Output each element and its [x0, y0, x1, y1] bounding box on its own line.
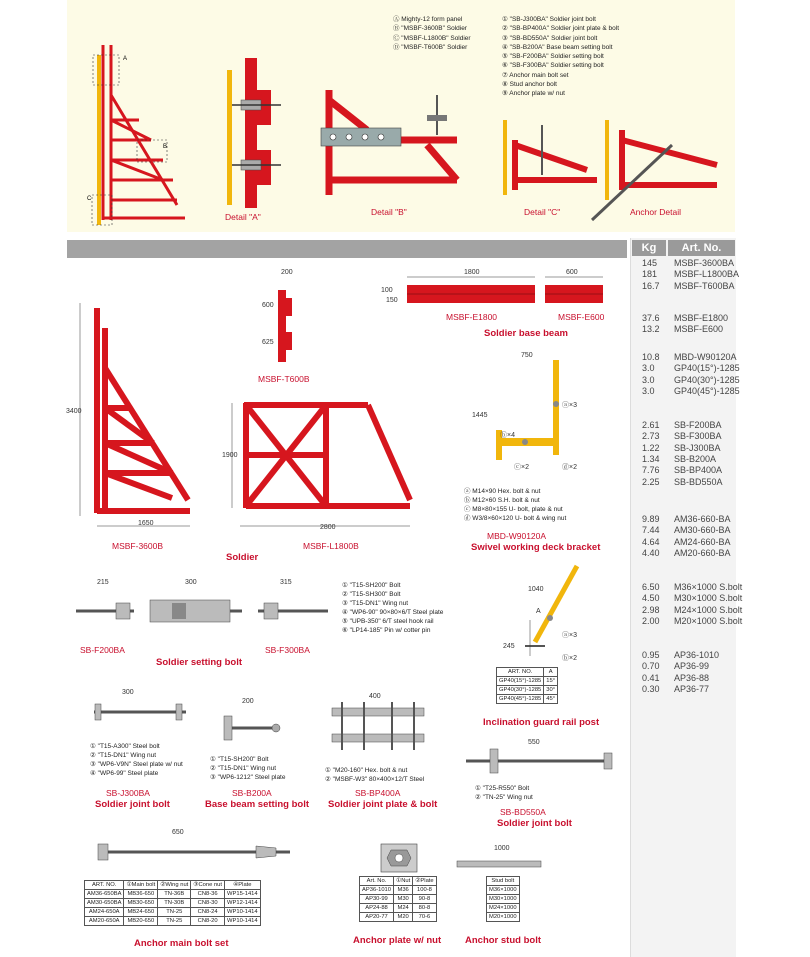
- b200-dim: 200: [242, 698, 254, 705]
- table-cell: 100-8: [413, 886, 436, 895]
- table-header: [360, 877, 437, 886]
- art-header: Art. No.: [668, 240, 735, 256]
- legend-item: Ⓐ Mighty-12 form panel: [393, 16, 463, 23]
- note-item: ⓑ M12×60 S.H. bolt & nut: [464, 497, 540, 504]
- legend-item: ⑦ Anchor main bolt set: [502, 71, 569, 79]
- b200-notes: [210, 755, 285, 782]
- table-cell: M36: [394, 886, 413, 895]
- bracket-notes: [464, 487, 566, 523]
- spec-kg: 3.0: [642, 374, 655, 385]
- table-cell: M36×1000: [487, 886, 520, 895]
- spec-art-no: AM30-660-BA: [674, 525, 731, 536]
- table-header-cell: ④Plate: [225, 881, 261, 890]
- note-item: ① "T15-SH200" Bolt: [210, 756, 269, 763]
- spec-kg: 2.00: [642, 615, 660, 626]
- table-row: [85, 899, 261, 908]
- spec-kg: 2.98: [642, 604, 660, 615]
- detail-drawings: [67, 0, 735, 232]
- table-header-cell: ①Main bolt: [124, 881, 158, 890]
- dim-245: 245: [503, 643, 515, 650]
- stud-drawing: [455, 855, 545, 875]
- bracket-title: Swivel working deck bracket: [471, 542, 601, 553]
- anchor-main-title: Anchor main bolt set: [134, 938, 229, 949]
- table-cell: TN-36B: [158, 890, 191, 899]
- f200-label: SB-F200BA: [80, 645, 125, 655]
- header-bar: [67, 240, 627, 258]
- table-cell: AM30-650BA: [85, 899, 124, 908]
- table-header-cell: Art. No.: [360, 877, 394, 886]
- stud-table: [486, 876, 520, 922]
- note-item: ② "T15-SH300" Bolt: [342, 591, 401, 598]
- note-item: ③ "T15-DN1" Wing nut: [342, 600, 409, 607]
- table-cell: 45°: [544, 695, 558, 704]
- table-cell: M30×1000: [487, 895, 520, 904]
- table-cell: MB20-650: [124, 917, 158, 926]
- table-cell: AM24-650A: [85, 908, 124, 917]
- table-header-cell: ③Cone nut: [191, 881, 225, 890]
- table-cell: TN-25: [158, 908, 191, 917]
- note-item: ② "T15-DN1" Wing nut: [90, 752, 157, 759]
- table-cell: M30: [394, 895, 413, 904]
- base-beam-title: Soldier base beam: [484, 328, 568, 339]
- legend-item: Ⓓ "MSBF-T600B" Soldier: [393, 43, 468, 51]
- spec-kg: 3.0: [642, 363, 655, 374]
- table-row: [497, 686, 558, 695]
- table-cell: AP24-88: [360, 904, 394, 913]
- spec-art-no: SB-BP400A: [674, 465, 723, 476]
- dim-200: 200: [281, 269, 293, 276]
- spec-kg: 7.44: [642, 525, 660, 536]
- spec-art-no: AM20-660-BA: [674, 547, 731, 558]
- note-item: ④ "WP6-99" Steel plate: [90, 770, 159, 777]
- table-cell: CN8-36: [191, 890, 225, 899]
- spec-kg: 6.50: [642, 582, 660, 592]
- anchor-plate-title: Anchor plate w/ nut: [353, 935, 442, 946]
- spec-kg: 181: [642, 269, 658, 280]
- spec-kg: 0.95: [642, 650, 660, 660]
- f300-label: SB-F300BA: [265, 645, 310, 655]
- legend-item: ⑥ "SB-F300BA" Soldier setting bolt: [502, 62, 604, 70]
- spec-art-no: MSBF-T600BA: [674, 280, 735, 291]
- note-item: ② "T15-DN1" Wing nut: [210, 765, 277, 772]
- e600-label: MSBF-E600: [558, 312, 605, 322]
- dim-600: 600: [262, 302, 274, 309]
- table-row: [360, 913, 437, 922]
- dim-2800: 2800: [320, 524, 336, 531]
- base-beam-drawing: [395, 275, 615, 315]
- table-cell: 90-8: [413, 895, 436, 904]
- guard-drawing: [495, 560, 605, 670]
- note-item: ③ "WP6-1212" Steel plate: [210, 774, 286, 781]
- guard-table: [496, 667, 558, 704]
- table-row: [487, 886, 520, 895]
- spec-art-no: GP40(15°)-1285: [674, 363, 740, 374]
- dim-1445: 1445: [472, 412, 488, 419]
- table-cell: MB36-650: [124, 890, 158, 899]
- table-header-cell: ①Nut: [394, 877, 413, 886]
- bracket-drawing: [480, 350, 590, 480]
- legend-item: ④ "SB-B200A" Base beam setting bolt: [502, 43, 613, 51]
- legend-item: ⑨ Anchor plate w/ nut: [502, 90, 565, 98]
- dim-1650: 1650: [138, 520, 154, 527]
- e1800-label: MSBF-E1800: [446, 312, 498, 322]
- table-cell: M24×1000: [487, 904, 520, 913]
- spec-art-no: MSBF-E1800: [674, 313, 729, 323]
- spec-art-no: M30×1000 S.bolt: [674, 593, 743, 604]
- anchor-main-dim: 650: [172, 829, 184, 836]
- detail-letter-b: B: [163, 144, 168, 150]
- spec-kg: 4.40: [642, 547, 660, 558]
- table-header-cell: A: [544, 668, 558, 677]
- dim-150: 150: [386, 297, 398, 304]
- anchor-plate-table: [359, 876, 437, 922]
- detail-letter-a: A: [123, 56, 128, 62]
- table-header-cell: ②Plate: [413, 877, 436, 886]
- table-cell: MB30-650: [124, 899, 158, 908]
- detail-a-label: Detail "A": [225, 212, 261, 222]
- spec-art-no: SB-BD550A: [674, 476, 723, 487]
- spec-art-no: SB-F300BA: [674, 431, 722, 442]
- spec-art-no: M36×1000 S.bolt: [674, 582, 743, 592]
- anchor-detail-label: Anchor Detail: [630, 207, 682, 217]
- spec-kg: 4.50: [642, 593, 660, 604]
- spec-kg: 0.30: [642, 683, 660, 694]
- note-item: ⓓ W3/8×60×120 U- bolt & wing nut: [464, 515, 567, 522]
- table-cell: AM20-650A: [85, 917, 124, 926]
- table-cell: GP40(15°)-1285: [497, 677, 544, 686]
- note-item: ① "M20-160" Hex. bolt & nut: [325, 767, 408, 774]
- table-cell: CN8-24: [191, 908, 225, 917]
- spec-kg: 37.6: [642, 313, 660, 323]
- spec-art-no: SB-B200A: [674, 453, 717, 464]
- dim-1800: 1800: [464, 269, 480, 276]
- note-item: ⑤ "UPB-350" 6/T steel hook rail: [342, 618, 434, 625]
- spec-art-no: MSBF-3600BA: [674, 258, 735, 268]
- b200-label: SB-B200A: [232, 788, 272, 798]
- note-item: ① "T25-R550" Bolt: [475, 785, 530, 792]
- spec-kg: 0.41: [642, 672, 660, 683]
- j300-dim: 300: [122, 689, 134, 696]
- bd550-title: Soldier joint bolt: [497, 818, 572, 829]
- bd550-notes: [475, 784, 533, 802]
- note-item: ② "TN-25" Wing nut: [475, 794, 533, 801]
- table-cell: M20×1000: [487, 913, 520, 922]
- table-cell: GP40(45°)-1285: [497, 695, 544, 704]
- legend-item: Ⓒ "MSBF-L1800B" Soldier: [393, 34, 471, 42]
- table-cell: WP10-1414: [225, 908, 261, 917]
- setting-bolt-drawing: [68, 585, 348, 645]
- bd550-drawing: [462, 745, 622, 785]
- b200-title: Base beam setting bolt: [205, 799, 309, 810]
- dim-625: 625: [262, 339, 274, 346]
- table-cell: MB24-650: [124, 908, 158, 917]
- spec-art-no: AM36-660-BA: [674, 514, 731, 524]
- l1800-label: MSBF-L1800B: [303, 541, 359, 551]
- j300-notes: [90, 742, 183, 778]
- note-item: ③ "WP6-V9N" Steel plate w/ nut: [90, 761, 183, 768]
- table-cell: AM36-650BA: [85, 890, 124, 899]
- bp400-label: SB-BP400A: [355, 788, 401, 798]
- j300-drawing: [90, 700, 190, 740]
- guard-title: Inclination guard rail post: [483, 717, 600, 728]
- spec-art-no: M24×1000 S.bolt: [674, 604, 743, 615]
- note-item: ② "MSBF-W3" 80×400×12/T Steel: [325, 776, 425, 783]
- spec-art-no: AP36-88: [674, 672, 710, 683]
- note-item: ① "T15-A300" Steel bolt: [90, 743, 160, 750]
- legend-item: ③ "SB-BD550A" Soldier joint bolt: [502, 34, 598, 42]
- spec-art-no: GP40(30°)-1285: [674, 374, 740, 385]
- table-row: [360, 886, 437, 895]
- guard-callout-b: ⓑ×2: [562, 655, 577, 662]
- spec-kg: 10.8: [642, 352, 660, 362]
- spec-kg: 9.89: [642, 514, 660, 524]
- j300-title: Soldier joint bolt: [95, 799, 170, 810]
- table-cell: WP10-1414: [225, 917, 261, 926]
- detail-letter-c: C: [87, 196, 92, 202]
- spec-art-no: AP36-99: [674, 661, 710, 672]
- bd550-dim: 550: [528, 739, 540, 746]
- setting-title: Soldier setting bolt: [156, 657, 243, 668]
- bd550-label: SB-BD550A: [500, 807, 546, 817]
- bracket-label: MBD-W90120A: [487, 531, 547, 541]
- legend-item: Ⓑ "MSBF-3600B" Soldier: [393, 25, 467, 33]
- spec-art-no: SB-F200BA: [674, 420, 722, 430]
- spec-art-no: AM24-660-BA: [674, 536, 731, 547]
- spec-art-no: MBD-W90120A: [674, 352, 737, 362]
- anchor-main-table: [84, 880, 261, 926]
- dim-215: 215: [97, 579, 109, 586]
- table-cell: M24: [394, 904, 413, 913]
- table-row: [497, 695, 558, 704]
- table-cell: M20: [394, 913, 413, 922]
- dim-600b: 600: [566, 269, 578, 276]
- table-row: [487, 895, 520, 904]
- spec-kg: 16.7: [642, 280, 660, 291]
- legend-item: ⑤ "SB-F200BA" Soldier setting bolt: [502, 53, 604, 61]
- b200-drawing: [210, 710, 290, 750]
- guard-angle: A: [536, 608, 541, 615]
- soldier-drawings: [60, 268, 440, 568]
- table-cell: WP15-1414: [225, 890, 261, 899]
- table-row: [85, 908, 261, 917]
- spec-kg: 2.25: [642, 476, 660, 487]
- spec-kg: 13.2: [642, 324, 660, 335]
- bp400-title: Soldier joint plate & bolt: [328, 799, 438, 810]
- table-row: [487, 904, 520, 913]
- table-row: [360, 895, 437, 904]
- stud-title: Anchor stud bolt: [465, 935, 541, 946]
- spec-art-no: MSBF-E600: [674, 324, 724, 335]
- table-row: [85, 917, 261, 926]
- table-header-cell: ART. NO.: [85, 881, 124, 890]
- spec-art-no: AP36-77: [674, 683, 710, 694]
- spec-kg: 145: [642, 258, 658, 268]
- detail-c-label: Detail "C": [524, 207, 561, 217]
- table-row: [85, 890, 261, 899]
- bp400-notes: [325, 766, 424, 784]
- table-header: [487, 877, 520, 886]
- note-item: ① "T15-SH200" Bolt: [342, 582, 401, 589]
- table-header-cell: Stud bolt: [487, 877, 520, 886]
- spec-kg: 0.70: [642, 661, 660, 672]
- spec-kg: 2.73: [642, 431, 660, 442]
- table-cell: 30°: [544, 686, 558, 695]
- spec-kg: 1.34: [642, 453, 660, 464]
- spec-art-no: MSBF-L1800BA: [674, 269, 740, 280]
- spec-art-no: GP40(45°)-1285: [674, 385, 740, 396]
- table-row: [497, 677, 558, 686]
- spec-kg: 4.64: [642, 536, 660, 547]
- table-cell: 15°: [544, 677, 558, 686]
- table-header: [85, 881, 261, 890]
- table-cell: AP20-77: [360, 913, 394, 922]
- bracket-callout-b: ⓑ×4: [500, 432, 515, 439]
- dim-1040: 1040: [528, 586, 544, 593]
- table-header-cell: ②Wing nut: [158, 881, 191, 890]
- bp400-dim: 400: [369, 693, 381, 700]
- table-cell: CN8-20: [191, 917, 225, 926]
- dim-315: 315: [280, 579, 292, 586]
- guard-callout-a: ⓐ×3: [562, 632, 577, 639]
- legend-item: ⑧ Stud anchor bolt: [502, 81, 557, 89]
- note-item: ④ "WP6-90" 90×80×6/T Steel plate: [342, 609, 444, 616]
- table-cell: 80-8: [413, 904, 436, 913]
- table-row: [360, 904, 437, 913]
- spec-art-no: SB-J300BA: [674, 442, 721, 453]
- spec-kg: 1.22: [642, 442, 660, 453]
- soldier-title: Soldier: [226, 552, 259, 563]
- dim-300: 300: [185, 579, 197, 586]
- t600-label: MSBF-T600B: [258, 374, 310, 384]
- kg-header: Kg: [632, 240, 666, 256]
- j300-label: SB-J300BA: [106, 788, 150, 798]
- anchor-main-drawing: [90, 838, 300, 868]
- table-cell: TN-25: [158, 917, 191, 926]
- table-cell: TN-30B: [158, 899, 191, 908]
- bracket-callout-c: ⓒ×2: [514, 464, 529, 471]
- table-cell: CN8-30: [191, 899, 225, 908]
- note-item: ⓐ M14×90 Hex. bolt & nut: [464, 488, 541, 495]
- dim-100: 100: [381, 287, 393, 294]
- spec-kg: 3.0: [642, 385, 655, 396]
- table-row: [487, 913, 520, 922]
- note-item: ⑥ "LP14-185" Pin w/ cotter pin: [342, 627, 431, 634]
- spec-kg: 2.61: [642, 420, 660, 430]
- table-cell: 70-6: [413, 913, 436, 922]
- spec-kg: 7.76: [642, 465, 660, 476]
- stud-dim: 1000: [494, 845, 510, 852]
- setting-notes: [342, 581, 443, 635]
- dim-3400: 3400: [66, 408, 82, 415]
- note-item: ⓒ M8×80×155 U- bolt, plate & nut: [464, 506, 563, 513]
- bp400-drawing: [328, 700, 428, 760]
- bracket-callout-a: ⓐ×3: [562, 402, 577, 409]
- table-cell: GP40(30°)-1285: [497, 686, 544, 695]
- table-cell: WP12-1414: [225, 899, 261, 908]
- spec-art-no: AP36-1010: [674, 650, 720, 660]
- legend-item: ② "SB-BP400A" Soldier joint plate & bolt: [502, 25, 620, 33]
- table-cell: AP30-99: [360, 895, 394, 904]
- table-cell: AP36-1010: [360, 886, 394, 895]
- bracket-callout-d: ⓓ×2: [562, 464, 577, 471]
- table-header: [497, 668, 558, 677]
- anchor-plate-drawing: [375, 840, 425, 875]
- dim-750: 750: [521, 352, 533, 359]
- msbf3600-label: MSBF-3600B: [112, 541, 164, 551]
- table-header-cell: ART. NO.: [497, 668, 544, 677]
- legend-item: ① "SB-J300BA" Soldier joint bolt: [502, 16, 596, 23]
- spec-art-no: M20×1000 S.bolt: [674, 615, 743, 626]
- dim-1900: 1900: [222, 452, 238, 459]
- detail-b-label: Detail "B": [371, 207, 407, 217]
